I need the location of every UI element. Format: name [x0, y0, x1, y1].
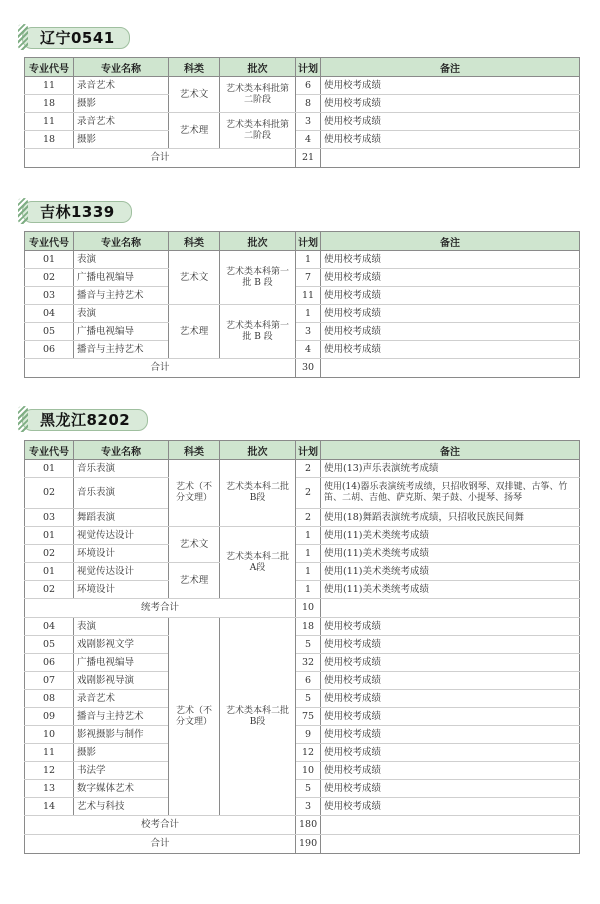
- cell-name: 录音艺术: [74, 690, 169, 708]
- cell-plan: 8: [296, 95, 321, 113]
- cell-batch: 艺术类本科批第二阶段: [220, 77, 296, 113]
- cell-name: 戏剧影视导演: [74, 672, 169, 690]
- cell-note: 使用校考成绩: [321, 287, 580, 305]
- cell-code: 07: [25, 672, 74, 690]
- header-note: 备注: [321, 232, 580, 251]
- table-row: [25, 131, 580, 149]
- cell-note: 使用校考成绩: [321, 95, 580, 113]
- cell-name: 戏剧影视文学: [74, 636, 169, 654]
- cell-name: 播音与主持艺术: [74, 341, 169, 359]
- cell-note: 使用校考成绩: [321, 690, 580, 708]
- cell-plan: 9: [296, 726, 321, 744]
- cell-code: 12: [25, 762, 74, 780]
- cell-plan: 75: [296, 708, 321, 726]
- cell-code: 01: [25, 251, 74, 269]
- total-note-empty: [321, 359, 580, 378]
- cell-plan: 12: [296, 744, 321, 762]
- cell-name: 表演: [74, 305, 169, 323]
- cell-category: 艺术文: [169, 527, 220, 563]
- cell-name: 广播电视编导: [74, 323, 169, 341]
- cell-note: 使用校考成绩: [321, 798, 580, 816]
- section-title-jilin: [22, 201, 115, 221]
- cell-code: 10: [25, 726, 74, 744]
- table-row: [25, 672, 580, 690]
- cell-name: 影视摄影与制作: [74, 726, 169, 744]
- header-code: 专业代号: [25, 441, 74, 460]
- cell-name: 录音艺术: [74, 77, 169, 95]
- table-row: [25, 726, 580, 744]
- cell-code: 01: [25, 563, 74, 581]
- total-label: 合计: [25, 359, 296, 378]
- total-row: [25, 149, 580, 168]
- header-name: 专业名称: [74, 441, 169, 460]
- header-code: 专业代号: [25, 58, 74, 77]
- subtotal-value: 180: [296, 816, 321, 835]
- header-note: 备注: [321, 58, 580, 77]
- table-row: [25, 780, 580, 798]
- header-plan: 计划: [296, 441, 321, 460]
- cell-plan: 1: [296, 305, 321, 323]
- table-row: [25, 460, 580, 478]
- cell-batch: 艺术类本科批第二阶段: [220, 113, 296, 149]
- subtotal-row: [25, 816, 580, 835]
- table-row: [25, 478, 580, 509]
- section-title-liaoning: [22, 27, 115, 47]
- cell-code: 11: [25, 744, 74, 762]
- cell-code: 18: [25, 131, 74, 149]
- cell-note: 使用校考成绩: [321, 323, 580, 341]
- cell-name: 播音与主持艺术: [74, 708, 169, 726]
- cell-name: 录音艺术: [74, 113, 169, 131]
- cell-plan: 3: [296, 323, 321, 341]
- cell-note: 使用校考成绩: [321, 708, 580, 726]
- cell-code: 03: [25, 287, 74, 305]
- header-category: 科类: [169, 441, 220, 460]
- table-row: [25, 618, 580, 636]
- cell-batch: 艺术类本科第一批 B 段: [220, 251, 296, 305]
- header-note: 备注: [321, 441, 580, 460]
- cell-name: 摄影: [74, 744, 169, 762]
- cell-note: 使用校考成绩: [321, 113, 580, 131]
- cell-plan: 4: [296, 341, 321, 359]
- cell-plan: 3: [296, 798, 321, 816]
- cell-plan: 2: [296, 460, 321, 478]
- cell-name: 广播电视编导: [74, 269, 169, 287]
- cell-note: 使用校考成绩: [321, 251, 580, 269]
- table-row: [25, 744, 580, 762]
- cell-plan: 5: [296, 780, 321, 798]
- table-row: [25, 305, 580, 323]
- table-liaoning: [24, 57, 580, 168]
- subtotal-label: 校考合计: [25, 816, 296, 835]
- table-row: [25, 581, 580, 599]
- cell-category: 艺术（不分文理）: [169, 460, 220, 527]
- cell-note: 使用校考成绩: [321, 131, 580, 149]
- cell-plan: 3: [296, 113, 321, 131]
- cell-note: 使用校考成绩: [321, 672, 580, 690]
- cell-plan: 5: [296, 636, 321, 654]
- table-row: [25, 113, 580, 131]
- cell-note: 使用(13)声乐表演统考成绩: [321, 460, 580, 478]
- cell-name: 视觉传达设计: [74, 527, 169, 545]
- cell-note: 使用校考成绩: [321, 780, 580, 798]
- cell-plan: 6: [296, 672, 321, 690]
- cell-note: 使用校考成绩: [321, 341, 580, 359]
- cell-name: 数字媒体艺术: [74, 780, 169, 798]
- cell-note: 使用校考成绩: [321, 762, 580, 780]
- cell-name: 舞蹈表演: [74, 509, 169, 527]
- cell-plan: 4: [296, 131, 321, 149]
- cell-name: 艺术与科技: [74, 798, 169, 816]
- header-plan: 计划: [296, 58, 321, 77]
- subtotal-note-empty: [321, 599, 580, 618]
- header-code: 专业代号: [25, 232, 74, 251]
- total-row: [25, 359, 580, 378]
- cell-note: 使用校考成绩: [321, 636, 580, 654]
- cell-code: 04: [25, 305, 74, 323]
- header-plan: 计划: [296, 232, 321, 251]
- cell-code: 11: [25, 113, 74, 131]
- cell-plan: 10: [296, 762, 321, 780]
- cell-code: 01: [25, 527, 74, 545]
- cell-plan: 11: [296, 287, 321, 305]
- cell-category: 艺术文: [169, 77, 220, 113]
- cell-note: 使用校考成绩: [321, 744, 580, 762]
- total-value: 30: [296, 359, 321, 378]
- cell-note: 使用校考成绩: [321, 726, 580, 744]
- cell-note: 使用(18)舞蹈表演统考成绩，只招收民族民间舞: [321, 509, 580, 527]
- table-row: [25, 527, 580, 545]
- table-row: [25, 509, 580, 527]
- cell-name: 播音与主持艺术: [74, 287, 169, 305]
- header-batch: 批次: [220, 441, 296, 460]
- table-row: [25, 798, 580, 816]
- cell-code: 03: [25, 509, 74, 527]
- cell-name: 视觉传达设计: [74, 563, 169, 581]
- table-row: [25, 77, 580, 95]
- table-row: [25, 251, 580, 269]
- total-note-empty: [321, 835, 580, 854]
- table-row: [25, 708, 580, 726]
- cell-plan: 6: [296, 77, 321, 95]
- cell-batch: 艺术类本科二批B段: [220, 460, 296, 527]
- subtotal-note-empty: [321, 816, 580, 835]
- subtotal-row: [25, 599, 580, 618]
- cell-plan: 1: [296, 527, 321, 545]
- cell-plan: 1: [296, 563, 321, 581]
- cell-name: 环境设计: [74, 545, 169, 563]
- cell-name: 环境设计: [74, 581, 169, 599]
- cell-note: 使用(11)美术类统考成绩: [321, 563, 580, 581]
- cell-code: 02: [25, 545, 74, 563]
- section-title-text: 吉林1339: [40, 202, 115, 221]
- cell-category: 艺术（不分文理）: [169, 618, 220, 816]
- subtotal-value: 10: [296, 599, 321, 618]
- table-row: [25, 690, 580, 708]
- header-batch: 批次: [220, 58, 296, 77]
- cell-code: 01: [25, 460, 74, 478]
- table-row: [25, 95, 580, 113]
- total-row: [25, 835, 580, 854]
- cell-note: 使用(11)美术类统考成绩: [321, 545, 580, 563]
- cell-note: 使用(11)美术类统考成绩: [321, 527, 580, 545]
- cell-plan: 7: [296, 269, 321, 287]
- cell-code: 14: [25, 798, 74, 816]
- table-row: [25, 563, 580, 581]
- cell-note: 使用(11)美术类统考成绩: [321, 581, 580, 599]
- cell-name: 摄影: [74, 131, 169, 149]
- cell-name: 音乐表演: [74, 460, 169, 478]
- cell-plan: 1: [296, 581, 321, 599]
- table-row: [25, 654, 580, 672]
- cell-category: 艺术文: [169, 251, 220, 305]
- cell-category: 艺术理: [169, 113, 220, 149]
- section-title-text: 辽宁0541: [40, 28, 115, 47]
- header-name: 专业名称: [74, 232, 169, 251]
- cell-plan: 32: [296, 654, 321, 672]
- cell-code: 06: [25, 341, 74, 359]
- cell-code: 05: [25, 323, 74, 341]
- cell-code: 08: [25, 690, 74, 708]
- cell-category: 艺术理: [169, 305, 220, 359]
- section-title-text: 黑龙江8202: [40, 410, 131, 429]
- cell-plan: 1: [296, 545, 321, 563]
- cell-note: 使用(14)器乐表演统考成绩，只招收钢琴、双排键、古筝、竹笛、二胡、吉他、萨克斯、架子鼓、小提琴、扬琴: [321, 478, 580, 509]
- cell-plan: 2: [296, 478, 321, 509]
- cell-name: 表演: [74, 618, 169, 636]
- cell-code: 09: [25, 708, 74, 726]
- cell-code: 05: [25, 636, 74, 654]
- table-row: [25, 762, 580, 780]
- cell-name: 广播电视编导: [74, 654, 169, 672]
- table-heilongjiang: [24, 440, 580, 854]
- cell-code: 04: [25, 618, 74, 636]
- total-label: 合计: [25, 835, 296, 854]
- cell-note: 使用校考成绩: [321, 654, 580, 672]
- table-row: [25, 287, 580, 305]
- cell-code: 18: [25, 95, 74, 113]
- cell-code: 06: [25, 654, 74, 672]
- cell-note: 使用校考成绩: [321, 618, 580, 636]
- cell-batch: 艺术类本科二批B段: [220, 618, 296, 816]
- cell-note: 使用校考成绩: [321, 305, 580, 323]
- cell-name: 表演: [74, 251, 169, 269]
- table-header: [25, 441, 580, 460]
- table-header: [25, 232, 580, 251]
- header-category: 科类: [169, 58, 220, 77]
- cell-plan: 18: [296, 618, 321, 636]
- cell-name: 书法学: [74, 762, 169, 780]
- total-note-empty: [321, 149, 580, 168]
- cell-batch: 艺术类本科第一批 B 段: [220, 305, 296, 359]
- table-row: [25, 341, 580, 359]
- cell-code: 02: [25, 478, 74, 509]
- total-label: 合计: [25, 149, 296, 168]
- subtotal-label: 统考合计: [25, 599, 296, 618]
- cell-plan: 2: [296, 509, 321, 527]
- table-header: [25, 58, 580, 77]
- cell-code: 02: [25, 581, 74, 599]
- section-title-heilongjiang: [22, 409, 130, 429]
- cell-plan: 1: [296, 251, 321, 269]
- cell-name: 摄影: [74, 95, 169, 113]
- total-value: 190: [296, 835, 321, 854]
- cell-code: 11: [25, 77, 74, 95]
- table-row: [25, 269, 580, 287]
- cell-batch: 艺术类本科二批A段: [220, 527, 296, 599]
- cell-note: 使用校考成绩: [321, 77, 580, 95]
- header-batch: 批次: [220, 232, 296, 251]
- header-name: 专业名称: [74, 58, 169, 77]
- table-row: [25, 636, 580, 654]
- cell-note: 使用校考成绩: [321, 269, 580, 287]
- table-row: [25, 545, 580, 563]
- header-category: 科类: [169, 232, 220, 251]
- table-jilin: [24, 231, 580, 378]
- cell-category: 艺术理: [169, 563, 220, 599]
- total-value: 21: [296, 149, 321, 168]
- cell-code: 13: [25, 780, 74, 798]
- cell-code: 02: [25, 269, 74, 287]
- cell-name: 音乐表演: [74, 478, 169, 509]
- cell-plan: 5: [296, 690, 321, 708]
- table-row: [25, 323, 580, 341]
